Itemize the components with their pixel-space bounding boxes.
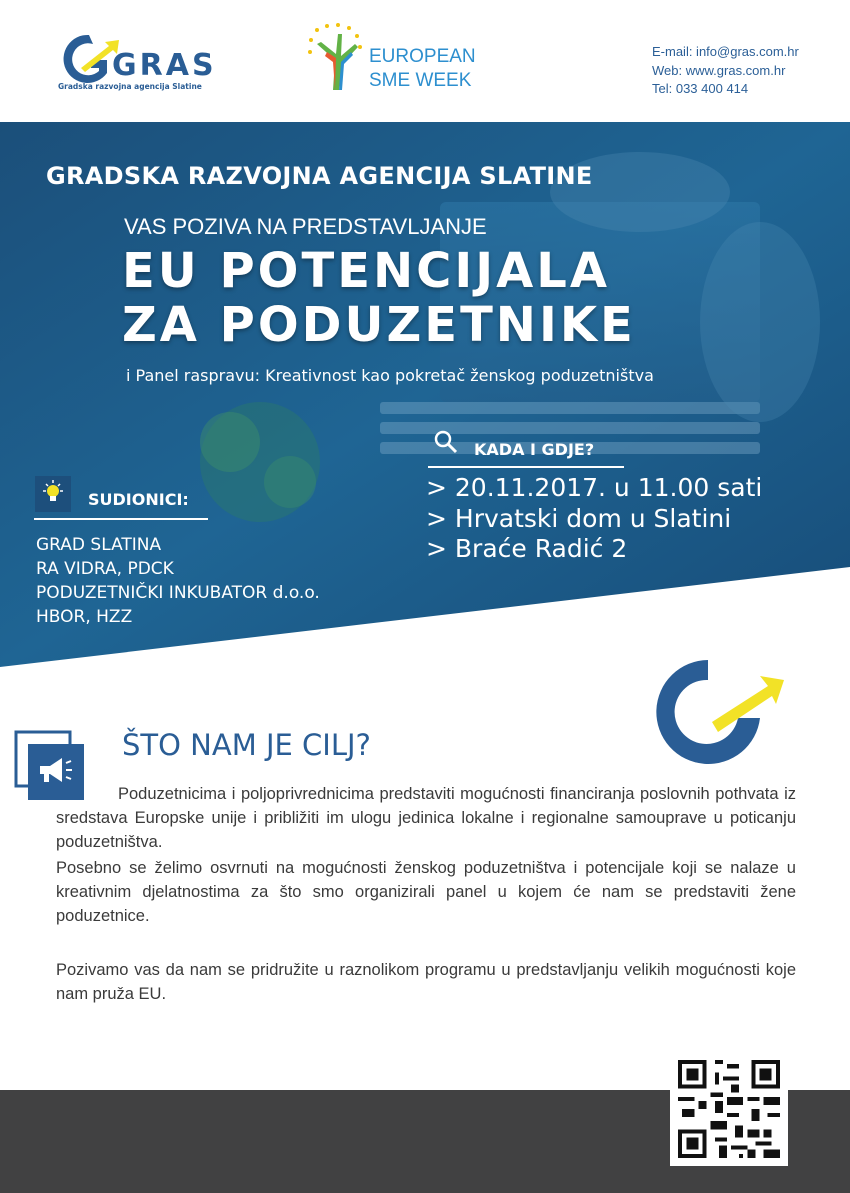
gras-arrow-logo-large-icon	[650, 660, 790, 770]
eu-sme-logo	[305, 22, 365, 94]
goal-paragraph-2: Posebno se želimo osvrnuti na mogućnosti ženskog poduzetništva i potencijale koji se nalaze u kreativnim djelatnostima za što smo organizirali panel u kojem će nam se predstaviti žene poduzetnice.	[56, 859, 796, 925]
list-item: > Braće Radić 2	[426, 534, 628, 563]
sme-week-figure-icon	[305, 22, 365, 94]
list-item: GRAD SLATINA	[36, 535, 162, 555]
gras-tagline: Gradska razvojna agencija Slatine	[58, 82, 202, 91]
contact-web[interactable]: Web: www.gras.com.hr	[652, 62, 786, 78]
panel-subtitle: i Panel raspravu: Kreativnost kao pokretač ženskog poduzetništva	[126, 366, 654, 385]
contact-block	[652, 43, 799, 99]
list-item: > Hrvatski dom u Slatini	[426, 503, 732, 533]
invite-line: VAS POZIVA NA PREDSTAVLJANJE	[124, 214, 487, 239]
when-divider	[428, 466, 624, 468]
qr-code-icon[interactable]	[670, 1052, 788, 1166]
list-item: > 20.11.2017. u 11.00 sati	[426, 473, 763, 502]
search-icon	[432, 428, 460, 456]
lightbulb-icon	[35, 476, 71, 512]
when-list	[426, 473, 762, 565]
sme-line-2: SME WEEK	[369, 70, 472, 91]
participants-list	[36, 533, 320, 629]
title-line-2: ZA PODUZETNIKE	[122, 297, 636, 353]
list-item: RA VIDRA, PDCK	[36, 559, 174, 579]
title-line-1: EU POTENCIJALA	[122, 243, 610, 299]
contact-email[interactable]: E-mail: info@gras.com.hr	[652, 44, 799, 59]
goal-text-1: Poduzetnicima i poljoprivrednicima predstaviti mogućnosti financiranja poslovnih pothvata iz sredstava Europske unije i približiti im ulogu jedinica lokalne i regionalne samouprave u poticanju poduzetništva.	[56, 785, 796, 851]
goal-heading: ŠTO NAM JE CILJ?	[122, 728, 371, 762]
participants-divider	[34, 518, 208, 520]
list-item: HBOR, HZZ	[36, 607, 133, 627]
list-item: PODUZETNIČKI INKUBATOR d.o.o.	[36, 583, 320, 603]
sme-week-title	[369, 45, 476, 93]
contact-phone: Tel: 033 400 414	[652, 81, 749, 96]
participants-heading: SUDIONICI:	[88, 490, 189, 509]
goal-paragraph-3: Pozivamo vas da nam se pridružite u raznolikom programu u predstavljanju velikih mogućnosti koje nam pruža EU.	[56, 961, 796, 1003]
gras-wordmark: GRAS	[112, 48, 217, 83]
goal-paragraph-1	[56, 782, 796, 854]
agency-heading: GRADSKA RAZVOJNA AGENCIJA SLATINE	[46, 162, 593, 190]
sme-line-1: EUROPEAN	[369, 46, 476, 67]
when-heading: KADA I GDJE?	[474, 440, 595, 459]
